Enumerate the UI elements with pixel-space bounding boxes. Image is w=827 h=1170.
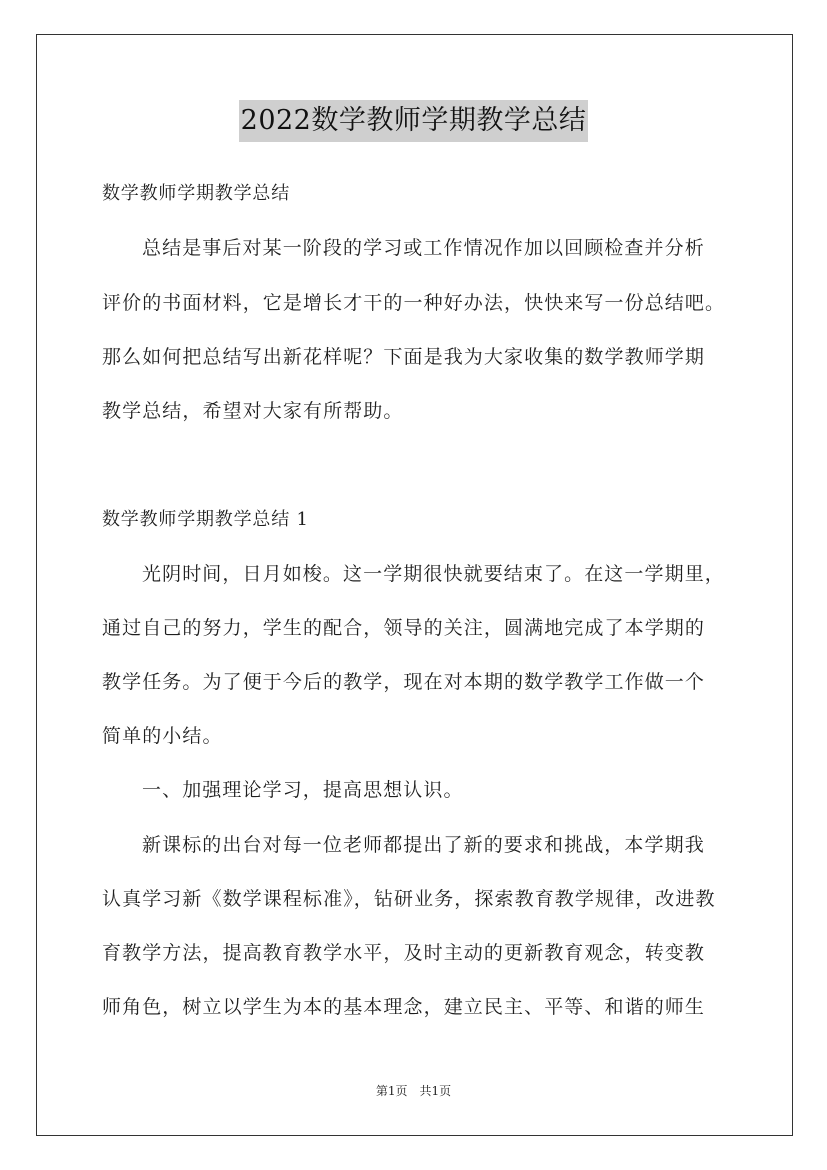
page-number: 第1页 (375, 1084, 408, 1098)
para1-line-3: 教学任务。为了便于今后的教学，现在对本期的数学教学工作做一个 (102, 671, 706, 693)
intro-line-4: 教学总结，希望对大家有所帮助。 (102, 400, 404, 422)
para2-line-3: 育教学方法，提高教育教学水平，及时主动的更新教育观念，转变教 (102, 942, 706, 964)
intro-line-3: 那么如何把总结写出新花样呢？下面是我为大家收集的数学教师学期 (102, 346, 706, 368)
page-footer (0, 1083, 827, 1099)
section-heading: 数学教师学期教学总结 1 (102, 509, 309, 530)
para1-line-1: 光阴时间，日月如梭。这一学期很快就要结束了。在这一学期里， (142, 563, 725, 585)
intro-line-2: 评价的书面材料，它是增长才干的一种好办法，快快来写一份总结吧。 (102, 292, 726, 314)
document-subtitle: 数学教师学期教学总结 (102, 183, 290, 204)
para1-line-2: 通过自己的努力，学生的配合，领导的关注，圆满地完成了本学期的 (102, 617, 706, 639)
para1-line-4: 简单的小结。 (102, 725, 223, 747)
page-total: 共1页 (419, 1084, 452, 1098)
intro-line-1: 总结是事后对某一阶段的学习或工作情况作加以回顾检查并分析 (142, 237, 705, 259)
para2-line-4: 师角色，树立以学生为本的基本理念，建立民主、平等、和谐的师生 (102, 996, 706, 1018)
title-container (0, 100, 827, 142)
para2-line-1: 新课标的出台对每一位老师都提出了新的要求和挑战，本学期我 (142, 834, 705, 856)
point-one-heading: 一、加强理论学习，提高思想认识。 (142, 779, 464, 801)
document-title: 2022数学教师学期教学总结 (239, 100, 589, 142)
para2-line-2: 认真学习新《数学课程标准》，钻研业务，探索教育教学规律，改进教 (102, 888, 716, 910)
